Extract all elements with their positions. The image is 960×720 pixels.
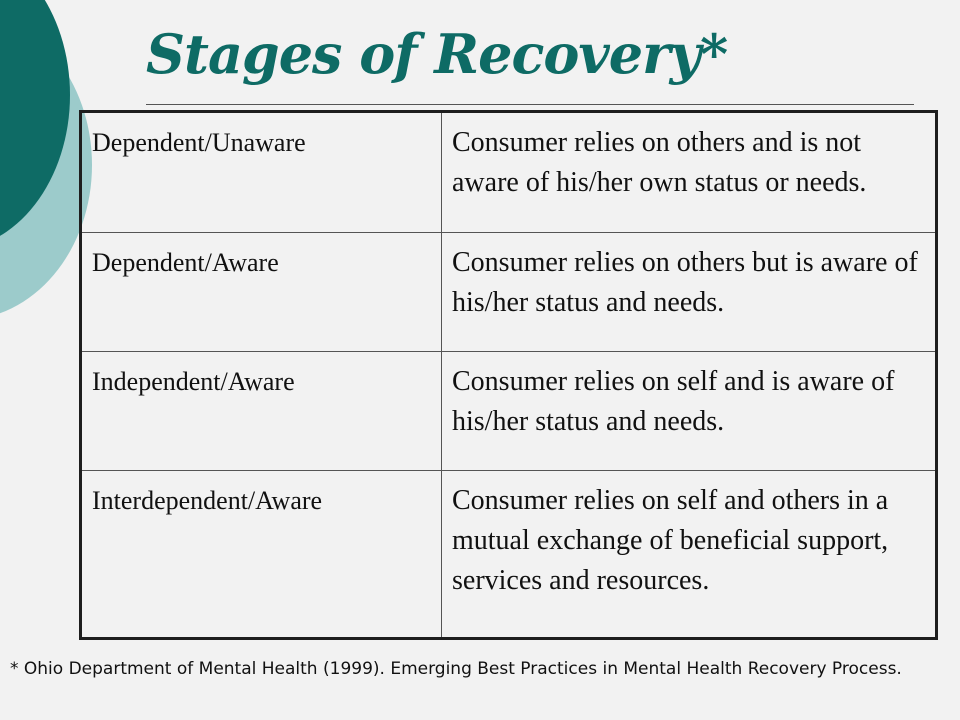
stage-name: Interdependent/Aware: [81, 471, 442, 639]
footnote-citation: * Ohio Department of Mental Health (1999). Emerging Best Practices in Mental Health Recovery Process.: [10, 659, 902, 679]
stage-description: Consumer relies on self and others in a mutual exchange of beneficial support, services and resources.: [442, 471, 937, 639]
stage-name: Independent/Aware: [81, 351, 442, 470]
slide-title: Stages of Recovery*: [146, 22, 728, 86]
stage-description: Consumer relies on others but is aware of his/her status and needs.: [442, 232, 937, 351]
stages-table: [79, 110, 938, 640]
table-row: [81, 471, 937, 639]
stage-description: Consumer relies on self and is aware of his/her status and needs.: [442, 351, 937, 470]
table-row: [81, 232, 937, 351]
title-divider: [146, 104, 914, 105]
table-row: [81, 112, 937, 233]
stage-description: Consumer relies on others and is not aware of his/her own status or needs.: [442, 112, 937, 233]
stage-name: Dependent/Unaware: [81, 112, 442, 233]
table-row: [81, 351, 937, 470]
stage-name: Dependent/Aware: [81, 232, 442, 351]
